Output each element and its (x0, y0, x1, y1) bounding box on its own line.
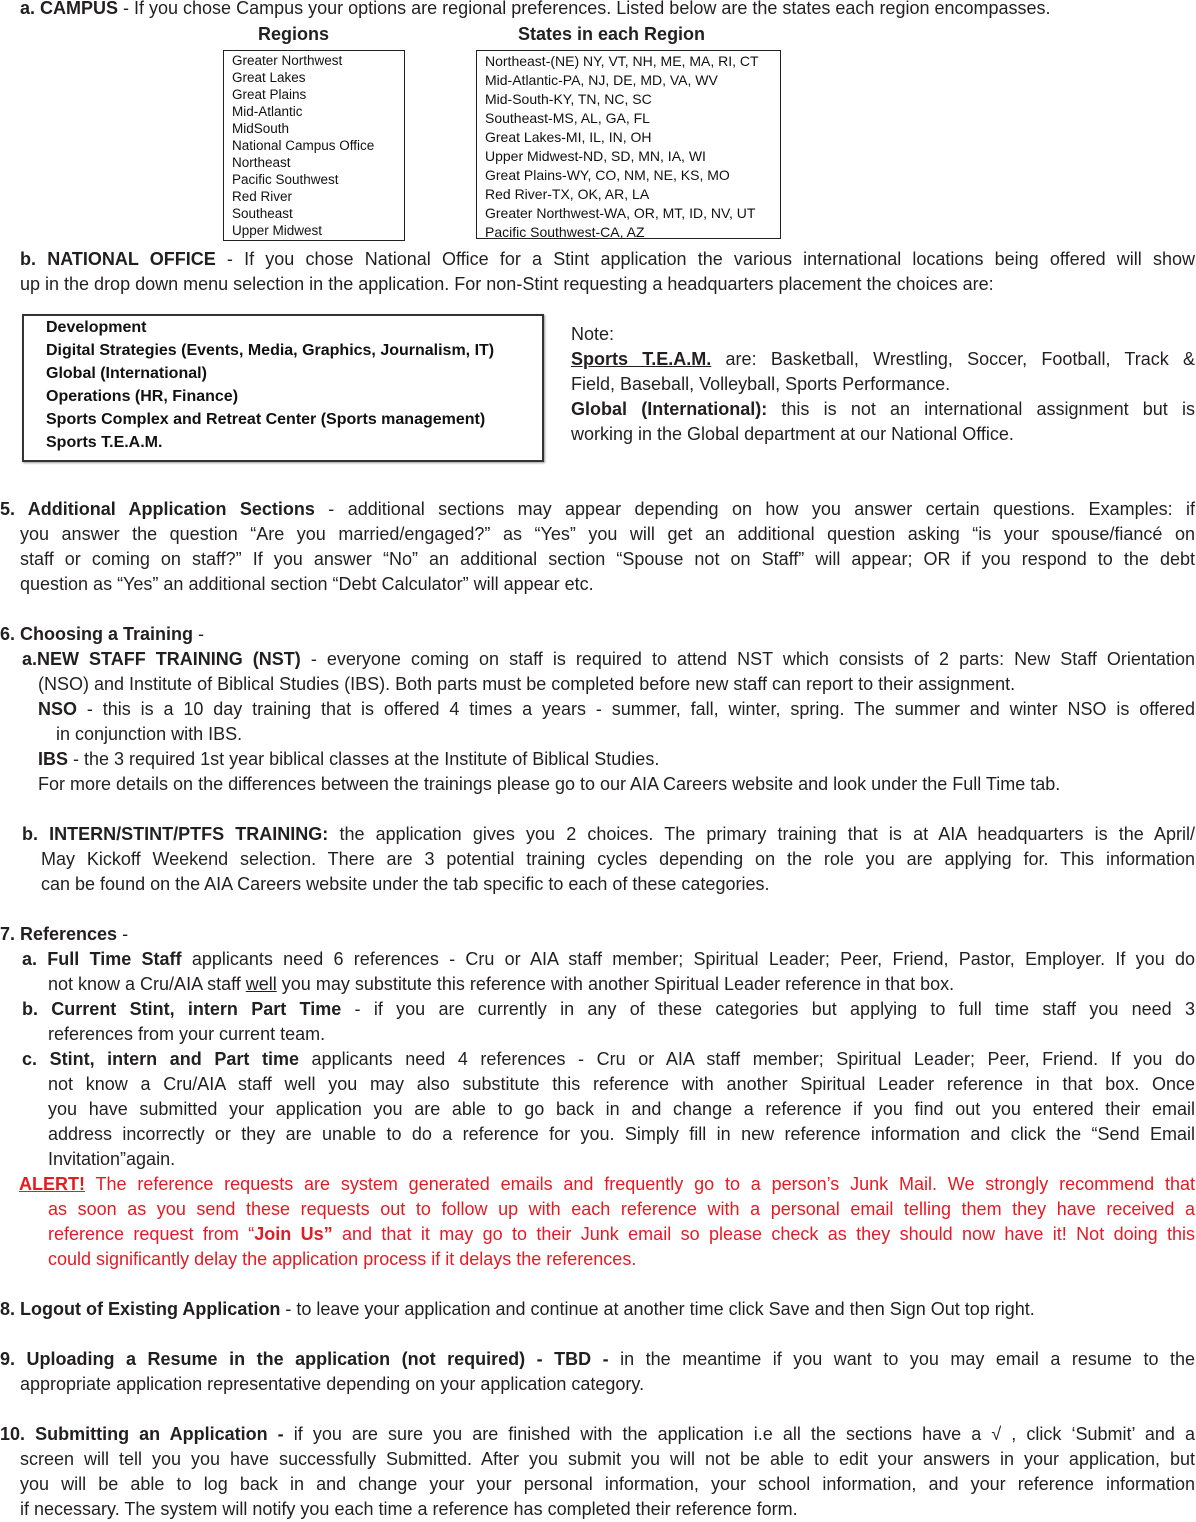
sec7b-text1: - if you are currently in any of these categories but applying to full time staff you need 3 (341, 999, 1196, 1019)
national-choice-item: Sports T.E.A.M. (46, 434, 163, 451)
sec9-text1: in the meantime if you want to you may email a resume to the (608, 1349, 1196, 1369)
note-sports-line2: Field, Baseball, Volleyball, Sports Performance. (571, 374, 951, 394)
note-global-line2: working in the Global department at our National Office. (571, 424, 1014, 444)
sec6-label: 6. Choosing a Training (0, 624, 194, 644)
sec5-label: 5. Additional Application Sections (0, 499, 315, 519)
sec7c-text1: applicants need 4 references - Cru or AIA staff member; Spiritual Leader; Peer, Friend. If you do (298, 1049, 1195, 1069)
national-office-line2: up in the drop down menu selection in the application. For non-Stint requesting a headquarters placement the choices are: (20, 274, 994, 294)
state-item: Mid-South-KY, TN, NC, SC (485, 91, 652, 107)
sec9-line1 (0, 1347, 1195, 1372)
states-header: States in each Region (518, 24, 706, 44)
sec7a-text2-post: you may substitute this reference with another Spiritual Leader reference in that box. (276, 974, 955, 994)
sec7b-line2: references from your current team. (48, 1024, 326, 1044)
region-item: Great Plains (232, 87, 307, 102)
alert-join-us: Join Us” (254, 1224, 333, 1244)
sec5-line1 (0, 497, 1195, 522)
sec10-text1: if you are sure you are finished with the application i.e all the sections have a √ , click ‘Submit’ and a (283, 1424, 1195, 1444)
region-item: MidSouth (232, 121, 290, 136)
sec10-line1 (0, 1422, 1195, 1447)
note-sports-label: Sports T.E.A.M. (571, 349, 712, 369)
sec7a-text2-underline: well (245, 974, 277, 994)
note-sports-line1 (571, 347, 1195, 372)
sec7a-label: a. Full Time Staff (22, 949, 182, 969)
sec7a-line1 (22, 947, 1195, 972)
sec7-heading (0, 922, 128, 947)
region-item: Northeast (232, 155, 291, 170)
sec8-line (0, 1297, 1035, 1322)
state-item: Southeast-MS, AL, GA, FL (485, 110, 650, 126)
national-choices-box (22, 314, 544, 462)
sec8-label: 8. Logout of Existing Application (0, 1299, 281, 1319)
state-item: Great Plains-WY, CO, NM, NE, KS, MO (485, 167, 730, 183)
sec10-label: 10. Submitting an Application - (0, 1424, 284, 1444)
sec6b-line3: can be found on the AIA Careers website under the tab specific to each of these categories. (41, 874, 770, 894)
sec6a-text1: - everyone coming on staff is required to attend NST which consists of 2 parts: New Staff Orientation (300, 649, 1195, 669)
national-choice-item: Sports Complex and Retreat Center (Sports management) (46, 411, 486, 428)
note-global-label: Global (International): (571, 399, 768, 419)
national-office-text1: - If you chose National Office for a Stint application the various international locations being offered will show (215, 249, 1196, 269)
national-choice-item: Digital Strategies (Events, Media, Graphics, Journalism, IT) (46, 342, 495, 359)
sec5-line2: you answer the question “Are you married/engaged?” as “Yes” you will get an additional question asking “is your spouse/fiancé on (20, 524, 1195, 544)
sec7b-line1 (22, 997, 1195, 1022)
alert-line1 (19, 1172, 1195, 1197)
note-global-line1 (571, 397, 1195, 422)
sec9-label: 9. Uploading a Resume in the application (not required) - TBD - (0, 1349, 609, 1369)
sec7c-line1 (22, 1047, 1195, 1072)
region-item: Red River (232, 189, 293, 204)
sec6-heading (0, 622, 204, 647)
nso-line2: in conjunction with IBS. (56, 724, 243, 744)
sec6a-label: a.NEW STAFF TRAINING (NST) (22, 649, 301, 669)
states-list-box (476, 50, 781, 239)
sec5-text1: - additional sections may appear depending on how you answer certain questions. Examples: if (314, 499, 1195, 519)
region-item: Southeast (232, 206, 293, 221)
sec10-line2: screen will tell you you have successfully Submitted. After you submit you will not be able to edit your answers in your application, but (20, 1449, 1195, 1469)
state-item: Mid-Atlantic-PA, NJ, DE, MD, VA, WV (485, 72, 718, 88)
sec7c-label: c. Stint, intern and Part time (22, 1049, 299, 1069)
sec6-label-suffix: - (193, 624, 205, 644)
state-item: Upper Midwest-ND, SD, MN, IA, WI (485, 148, 706, 164)
note-label: Note: (571, 324, 615, 344)
sec7c-line4: address incorrectly or they are unable to do a reference for you. Simply fill in new reference information and click the “Send Email (48, 1124, 1195, 1144)
state-item: Greater Northwest-WA, OR, MT, ID, NV, UT (485, 205, 756, 221)
sec7a-line2 (48, 972, 954, 997)
ibs-label: IBS (38, 749, 69, 769)
alert-label: ALERT! (19, 1174, 85, 1194)
state-item: Northeast-(NE) NY, VT, NH, ME, MA, RI, CT (485, 53, 759, 69)
campus-line (20, 0, 1051, 21)
national-office-label: b. NATIONAL OFFICE (20, 249, 216, 269)
national-choice-item: Development (46, 319, 147, 336)
campus-label: a. CAMPUS (20, 0, 119, 18)
note-sports-text1: are: Basketball, Wrestling, Soccer, Football, Track & (711, 349, 1195, 369)
nso-label: NSO (38, 699, 78, 719)
alert-text3-pre: reference request from “ (48, 1224, 255, 1244)
region-item: Upper Midwest (232, 223, 323, 238)
sec7c-line5: Invitation”again. (48, 1149, 176, 1169)
alert-line2: as soon as you send these requests out to follow up with each reference with a personal email telling them they have received a (48, 1199, 1195, 1219)
sec6b-line2: May Kickoff Weekend selection. There are 3 potential training cycles depending on the role you are applying for. This information (41, 849, 1195, 869)
nso-text1: - this is a 10 day training that is offered 4 times a years - summer, fall, winter, spring. The summer and winter NSO is offered (77, 699, 1195, 719)
sec7a-text1: applicants need 6 references - Cru or AIA staff member; Spiritual Leader; Peer, Friend, Pastor, Employer. If you do (181, 949, 1196, 969)
national-choice-item: Operations (HR, Finance) (46, 388, 239, 405)
ibs-line (38, 747, 659, 772)
region-item: Great Lakes (232, 70, 306, 85)
sec9-line2: appropriate application representative depending on your application category. (20, 1374, 645, 1394)
region-item: National Campus Office (232, 138, 375, 153)
alert-line4: could significantly delay the application process if it delays the references. (48, 1249, 637, 1269)
sec7b-label: b. Current Stint, intern Part Time (22, 999, 342, 1019)
alert-text1: The reference requests are system generated emails and frequently go to a person’s Junk Mail. We strongly recommend that (85, 1174, 1195, 1194)
sec5-line4: question as “Yes” an additional section “Debt Calculator” will appear etc. (20, 574, 594, 594)
sec8-text: - to leave your application and continue at another time click Save and then Sign Out top right. (280, 1299, 1035, 1319)
campus-text: - If you chose Campus your options are regional preferences. Listed below are the states each region encompasses. (118, 0, 1051, 18)
ibs-text: - the 3 required 1st year biblical classes at the Institute of Biblical Studies. (68, 749, 660, 769)
sec7c-line3: you have submitted your application you are able to go back in and change a reference if you find out you entered their email (48, 1099, 1195, 1119)
sec10-line3: you will be able to log back in and change your your personal information, your school information, and your reference information (20, 1474, 1195, 1494)
nso-line1 (38, 697, 1195, 722)
region-item: Mid-Atlantic (232, 104, 303, 119)
national-choice-item: Global (International) (46, 365, 207, 382)
regions-list-box (223, 50, 405, 241)
alert-text3-post: and that it may go to their Junk email so please check as they should now have it! Not doing this (332, 1224, 1196, 1244)
state-item: Pacific Southwest-CA, AZ (485, 224, 645, 239)
sec6b-line1 (22, 822, 1195, 847)
sec6a-line1 (22, 647, 1195, 672)
sec6-details: For more details on the differences between the trainings please go to our AIA Careers website and look under the Full Time tab. (38, 774, 1061, 794)
state-item: Red River-TX, OK, AR, LA (485, 186, 650, 202)
note-global-text1: this is not an international assignment but is (767, 399, 1195, 419)
state-item: Great Lakes-MI, IL, IN, OH (485, 129, 652, 145)
sec6a-line2: (NSO) and Institute of Biblical Studies (IBS). Both parts must be completed before new staff can report to their assignment. (38, 674, 1016, 694)
region-item: Pacific Southwest (232, 172, 339, 187)
sec6b-text1: the application gives you 2 choices. The primary training that is at AIA headquarters is the April/ (328, 824, 1195, 844)
national-office-line1 (20, 247, 1195, 272)
sec7a-text2-pre: not know a Cru/AIA staff (48, 974, 246, 994)
sec7c-line2: not know a Cru/AIA staff well you may also substitute this reference with another Spiritual Leader reference in that box. Once (48, 1074, 1195, 1094)
alert-line3 (48, 1222, 1195, 1247)
sec7-label-suffix: - (117, 924, 129, 944)
sec6b-label: b. INTERN/STINT/PTFS TRAINING: (22, 824, 329, 844)
sec5-line3: staff or coming on staff?” If you answer “No” an additional section “Spouse not on Staff” will appear; OR if you respond to the debt (20, 549, 1195, 569)
regions-header: Regions (258, 24, 330, 44)
region-item: Greater Northwest (232, 53, 343, 68)
sec10-line4: if necessary. The system will notify you each time a reference has completed their reference form. (20, 1499, 798, 1519)
sec7-label: 7. References (0, 924, 118, 944)
